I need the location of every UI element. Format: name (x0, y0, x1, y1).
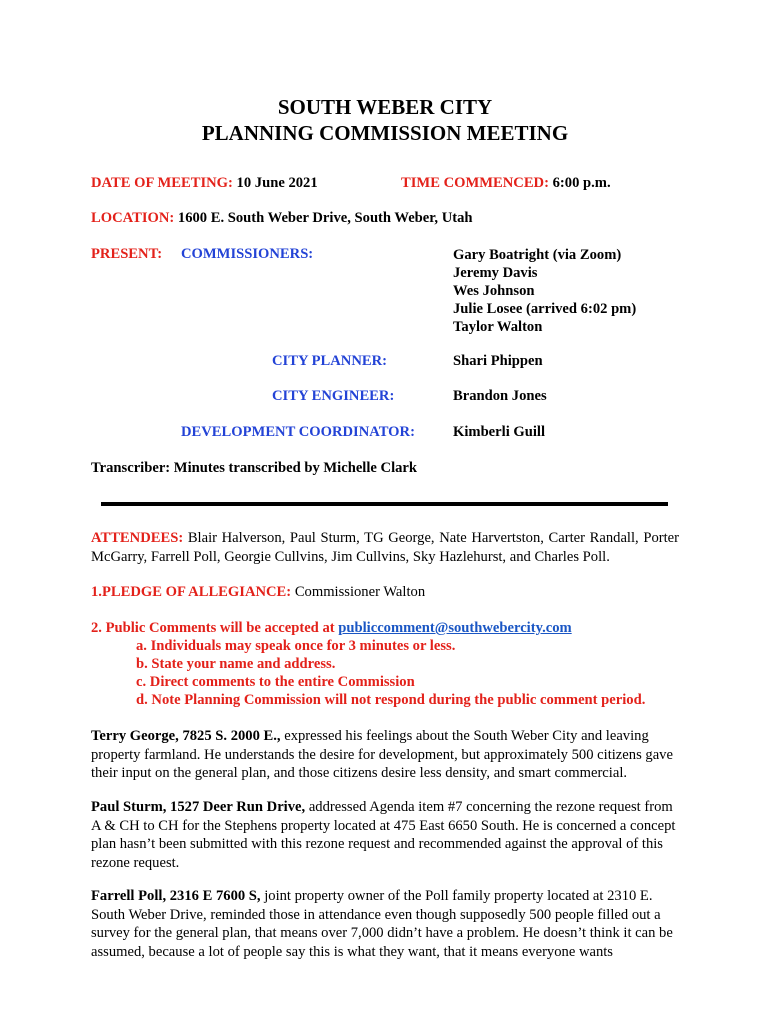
commissioners-label: COMMISSIONERS: (181, 246, 314, 262)
comment-text: addressed Agenda item #7 concerning the rezone request from A & CH to CH for the Stephens property located at 475 East 6650 South. He is concerned a concept plan hasn’t been submitted with this rezone request and recommended against the approval of this rezone request. (91, 799, 676, 871)
public-comment-rule: c. Direct comments to the entire Commission (136, 674, 415, 690)
attendees-label: ATTENDEES: (91, 530, 184, 546)
transcriber-line: Transcriber: Minutes transcribed by Michelle Clark (91, 460, 418, 476)
date-label: DATE OF MEETING: (91, 175, 233, 191)
commissioner-name: Wes Johnson (453, 283, 535, 299)
city-engineer-name: Brandon Jones (453, 388, 547, 404)
meeting-date (91, 175, 318, 192)
public-comment-rule: b. State your name and address. (136, 656, 336, 672)
city-planner-label: CITY PLANNER: (272, 353, 387, 369)
page-title: SOUTH WEBER CITY (277, 95, 493, 119)
pledge-text: Commissioner Walton (294, 584, 426, 600)
section-divider (101, 502, 668, 506)
commissioner-name: Taylor Walton (453, 319, 543, 335)
commissioner-name: Gary Boatright (via Zoom) (453, 247, 622, 263)
present-label: PRESENT: (91, 246, 163, 262)
public-comments-heading (91, 620, 572, 637)
attendees-paragraph (91, 529, 679, 566)
time-label: TIME COMMENCED: (401, 175, 549, 191)
dev-coordinator-name: Kimberli Guill (453, 424, 546, 440)
meeting-location (91, 210, 473, 227)
page-subtitle: PLANNING COMMISSION MEETING (201, 121, 569, 145)
comment-text: expressed his feelings about the South Weber City and leaving property farmland. He understands the desire for development, but approximately 500 citizens gave their input on the general plan, and those citizens desire less density, and smart commercial. (91, 728, 673, 781)
commissioner-name: Jeremy Davis (453, 265, 538, 281)
meeting-time (401, 175, 611, 192)
comment-paragraph (91, 727, 679, 783)
comment-text: joint property owner of the Poll family property located at 2310 E. South Weber Drive, reminded those in attendance even though supposedly 500 people filled out a survey for the general plan, that means over 7,000 didn’t have a problem. He doesn’t think it can be assumed, because a lot of people say this is what they want, that it means everyone wants (91, 888, 673, 960)
dev-coordinator-label: DEVELOPMENT COORDINATOR: (181, 424, 415, 440)
comment-speaker: Farrell Poll, 2316 E 7600 S, (91, 888, 261, 904)
comment-paragraph (91, 887, 679, 961)
public-comments-title: 2. Public Comments will be accepted at (91, 620, 335, 636)
date-value: 10 June 2021 (236, 175, 318, 191)
city-planner-name: Shari Phippen (453, 353, 543, 369)
public-comment-email-link[interactable]: publiccomment@southwebercity.com (338, 620, 572, 636)
commissioner-name: Julie Losee (arrived 6:02 pm) (453, 301, 637, 317)
location-label: LOCATION: (91, 210, 175, 226)
location-value: 1600 E. South Weber Drive, South Weber, Utah (177, 210, 473, 226)
public-comment-rule: d. Note Planning Commission will not respond during the public comment period. (136, 692, 646, 708)
pledge-line (91, 584, 425, 601)
comment-speaker: Paul Sturm, 1527 Deer Run Drive, (91, 799, 306, 815)
commissioners-list (453, 246, 636, 336)
city-engineer-label: CITY ENGINEER: (272, 388, 395, 404)
pledge-label: 1.PLEDGE OF ALLEGIANCE: (91, 584, 292, 600)
public-comment-rule: a. Individuals may speak once for 3 minutes or less. (136, 638, 456, 654)
comment-speaker: Terry George, 7825 S. 2000 E., (91, 728, 281, 744)
comment-paragraph (91, 798, 679, 872)
attendees-list: Blair Halverson, Paul Sturm, TG George, Nate Harvertston, Carter Randall, Porter McGarry, Farrell Poll, Georgie Cullvins, Jim Cullvins, Sky Hazlehurst, and Charles Poll. (91, 530, 679, 565)
time-value: 6:00 p.m. (552, 175, 611, 191)
